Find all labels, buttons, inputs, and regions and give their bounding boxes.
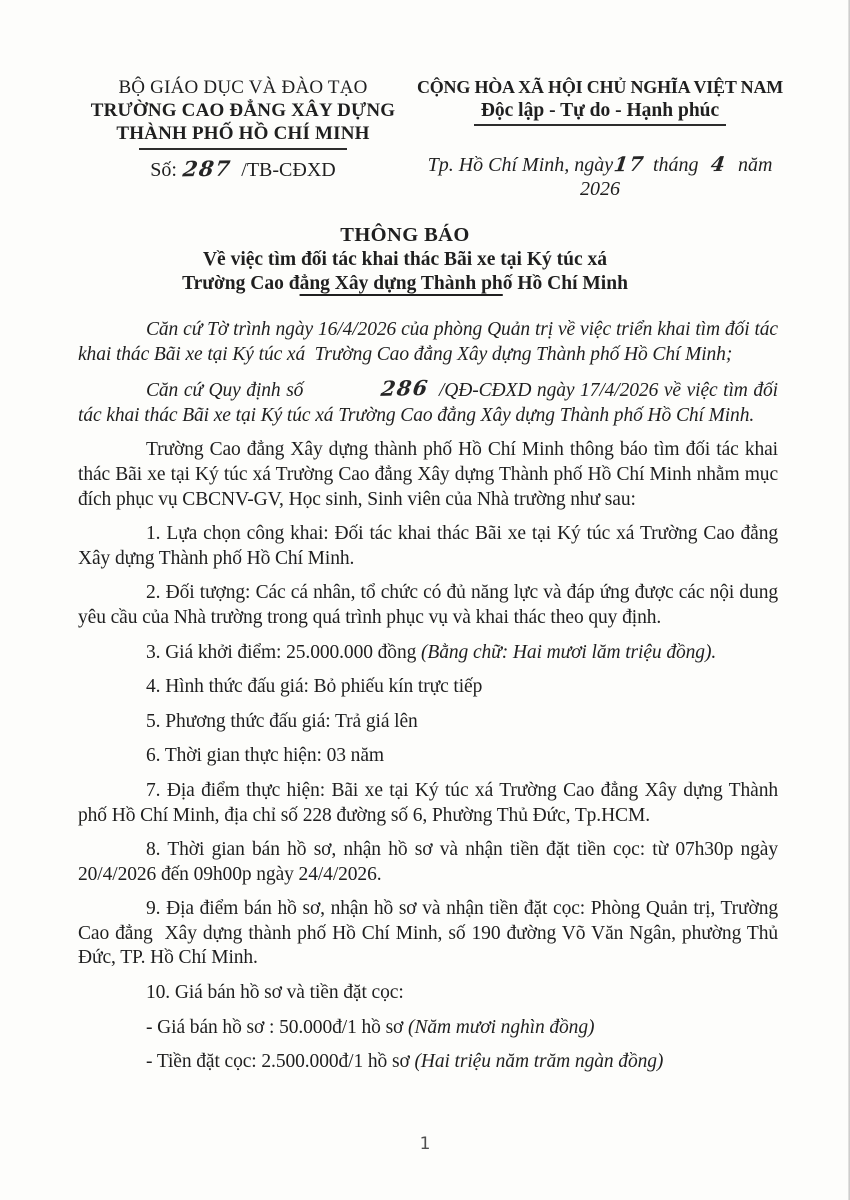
- handwritten-number: 286: [379, 376, 431, 402]
- header-national-block: [408, 76, 792, 201]
- text-segment: (Bằng chữ: Hai mươi lăm triệu đồng).: [421, 641, 717, 663]
- document-title-block: [40, 223, 770, 296]
- school-name-line1: TRƯỜNG CAO ĐẲNG XÂY DỰNG: [90, 100, 396, 121]
- doc-number-label: Số:: [150, 159, 177, 181]
- title-line3-post: ố Hồ Chí Minh: [502, 273, 628, 294]
- body-paragraph: [78, 581, 783, 630]
- title-line3-underlined: ẳng Xây dựng Thành ph: [299, 273, 503, 294]
- text-segment: 6. Thời gian thực hiện: 03 năm: [146, 745, 384, 767]
- document-header: [0, 0, 850, 201]
- text-segment: (Năm mươi nghìn đồng): [408, 1016, 595, 1038]
- handwritten-doc-number: 287: [181, 155, 233, 182]
- body-paragraph: [78, 710, 778, 735]
- school-name-line2: THÀNH PHỐ HỒ CHÍ MINH: [116, 123, 370, 144]
- body-paragraph: [78, 1016, 778, 1041]
- text-segment: /QĐ-CĐXD ngày 17/4/2026 về việc tìm đối tác khai thác Bãi xe tại Ký túc xá Trường Cao đẳng Xây dựng Thành phố Hồ Chí Minh.: [78, 380, 783, 426]
- ministry-name: BỘ GIÁO DỤC VÀ ĐÀO TẠO: [118, 77, 368, 98]
- title-main: THÔNG BÁO: [340, 224, 470, 246]
- text-segment: - Tiền đặt cọc: 2.500.000đ/1 hồ sơ: [146, 1051, 415, 1073]
- title-subject-line2: [40, 272, 770, 296]
- date-line: [408, 152, 792, 201]
- page-number: 1: [419, 1134, 431, 1154]
- header-issuer-block: [78, 76, 408, 201]
- body-paragraph: [78, 438, 783, 512]
- text-segment: (Hai triệu năm trăm ngàn đồng): [414, 1051, 664, 1073]
- body-paragraph: [78, 897, 783, 971]
- body-paragraph: [78, 1050, 778, 1075]
- body-paragraph: [78, 522, 783, 571]
- header-rule-left: [139, 148, 347, 150]
- text-segment: 9. Địa điểm bán hồ sơ, nhận hồ sơ và nhận tiền đặt cọc: Phòng Quản trị, Trường Cao đẳng Xây dựng thành phố Hồ Chí Minh, số 190 đường Võ Văn Ngân, phường Thủ Đức, TP. Hồ Chí Minh.: [78, 898, 783, 969]
- doc-number-line: [78, 157, 408, 182]
- document-body: [78, 318, 783, 1075]
- title-subject-line1: Về việc tìm đối tác khai thác Bãi xe tại Ký túc xá: [202, 249, 608, 270]
- handwritten-day: 17: [612, 151, 647, 177]
- body-paragraph: [78, 744, 778, 769]
- national-motto: Độc lập - Tự do - Hạnh phúc: [480, 100, 720, 121]
- body-paragraph: [78, 838, 783, 887]
- text-segment: Trường Cao đẳng Xây dựng thành phố Hồ Chí Minh thông báo tìm đối tác khai thác Bãi xe tại Ký túc xá Trường Cao đẳng Xây dựng Thành phố Hồ Chí Minh nhằm mục đích phục vụ CBCNV-GV, Học sinh, Sinh viên của Nhà trường như sau:: [78, 439, 783, 510]
- body-paragraph: [78, 318, 783, 367]
- header-rule-right: [474, 124, 726, 126]
- date-place: Tp. Hồ Chí Minh, ngày: [427, 154, 614, 176]
- text-segment: 10. Giá bán hồ sơ và tiền đặt cọc:: [146, 982, 404, 1004]
- date-nam: năm 2026: [580, 154, 773, 200]
- date-thang: tháng: [652, 154, 699, 176]
- text-segment: 7. Địa điểm thực hiện: Bãi xe tại Ký túc xá Trường Cao đẳng Xây dựng Thành phố Hồ Chí Minh, địa chỉ số 228 đường số 6, Phường Thủ Đức, Tp.HCM.: [78, 779, 783, 826]
- text-segment: 4. Hình thức đấu giá: Bỏ phiếu kín trực tiếp: [146, 676, 483, 698]
- text-segment: Căn cứ Quy định số: [146, 380, 304, 402]
- body-paragraph: [78, 675, 778, 700]
- country-name: CỘNG HÒA XÃ HỘI CHỦ NGHĨA VIỆT NAM: [416, 77, 784, 97]
- text-segment: Căn cứ Tờ trình ngày 16/4/2026 của phòng Quản trị về việc triển khai tìm đối tác khai thác Bãi xe tại Ký túc xá Trường Cao đẳng Xây dựng Thành phố Hồ Chí Minh;: [78, 319, 783, 365]
- body-paragraph: [78, 981, 778, 1006]
- text-segment: 1. Lựa chọn công khai: Đối tác khai thác Bãi xe tại Ký túc xá Trường Cao đẳng Xây dựng Thành phố Hồ Chí Minh.: [78, 523, 783, 569]
- text-segment: 2. Đối tượng: Các cá nhân, tổ chức có đủ năng lực và đáp ứng được các nội dung yêu cầu của Nhà trường trong quá trình phục vụ và khai thác theo quy định.: [78, 582, 783, 628]
- body-paragraph: [78, 641, 778, 666]
- doc-number-suffix: /TB-CĐXD: [241, 159, 336, 181]
- handwritten-month: 4: [709, 151, 728, 177]
- title-line3-pre: Trường Cao đ: [182, 273, 300, 294]
- text-segment: - Giá bán hồ sơ : 50.000đ/1 hồ sơ: [146, 1016, 409, 1038]
- text-segment: 5. Phương thức đấu giá: Trả giá lên: [146, 710, 418, 732]
- body-paragraph: [78, 376, 783, 428]
- text-segment: 8. Thời gian bán hồ sơ, nhận hồ sơ và nhận tiền đặt tiền cọc: từ 07h30p ngày 20/4/2026 đến 09h00p ngày 24/4/2026.: [78, 839, 783, 885]
- text-segment: 3. Giá khởi điểm: 25.000.000 đồng: [146, 641, 422, 663]
- body-paragraph: [78, 779, 783, 828]
